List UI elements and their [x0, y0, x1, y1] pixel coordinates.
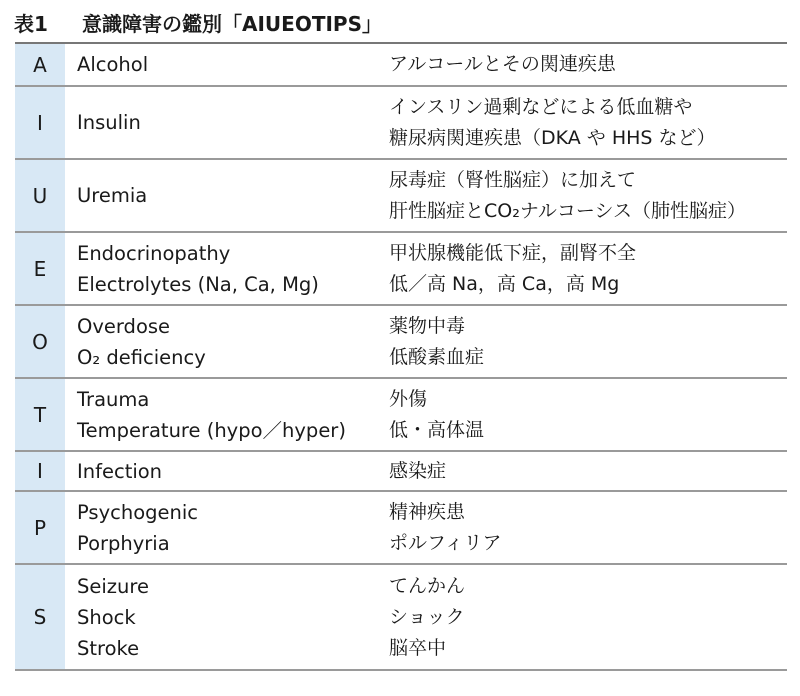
- cause-cell: [65, 159, 389, 232]
- description-text: 糖尿病関連疾患（DKA や HHS など）: [389, 126, 716, 149]
- cause-name: Temperature (hypo／hyper): [77, 418, 346, 442]
- description-cell: [389, 86, 787, 159]
- description-text: ポルフィリア: [389, 531, 502, 554]
- cause-name: Uremia: [77, 184, 148, 207]
- description-text: ショック: [389, 605, 465, 628]
- description-cell: [389, 451, 787, 491]
- description-cell: [389, 43, 787, 86]
- cause-cell: [65, 378, 389, 451]
- table-row: [15, 378, 787, 451]
- description-text: 低酸素血症: [389, 345, 485, 368]
- cause-name: Trauma: [77, 387, 150, 411]
- description-cell: [389, 491, 787, 564]
- mnemonic-letter: I: [15, 86, 65, 159]
- description-text: インスリン過剰などによる低血糖や: [389, 95, 693, 118]
- description-text: 甲状腺機能低下症，副腎不全: [389, 241, 637, 264]
- cause-name: Insulin: [77, 111, 141, 134]
- description-text: 薬物中毒: [389, 314, 466, 337]
- mnemonic-letter: A: [15, 43, 65, 86]
- cause-name: Electrolytes (Na, Ca, Mg): [77, 272, 319, 296]
- description-text: 感染症: [389, 459, 447, 482]
- mnemonic-letter: T: [15, 378, 65, 451]
- table-row: [15, 564, 787, 670]
- table-row: [15, 159, 787, 232]
- table-number: 表1: [14, 12, 48, 36]
- description-text: 低・高体温: [389, 418, 485, 441]
- description-cell: [389, 232, 787, 305]
- cause-name: O₂ deficiency: [77, 345, 206, 369]
- description-cell: [389, 378, 787, 451]
- mnemonic-letter: E: [15, 232, 65, 305]
- cause-name: Psychogenic: [77, 500, 198, 524]
- description-text: 外傷: [389, 387, 428, 410]
- cause-cell: [65, 86, 389, 159]
- cause-name: Infection: [77, 459, 163, 483]
- cause-cell: [65, 564, 389, 670]
- mnemonic-letter: S: [15, 564, 65, 670]
- table-row: [15, 43, 787, 86]
- table-caption: [14, 6, 382, 42]
- cause-cell: [65, 451, 389, 491]
- table-title: 意識障害の鑑別「AIUEOTIPS」: [82, 12, 382, 36]
- description-text: 肝性脳症とCO₂ナルコーシス（肺性脳症）: [389, 199, 746, 222]
- cause-name: Alcohol: [77, 53, 149, 76]
- description-cell: [389, 564, 787, 670]
- description-cell: [389, 305, 787, 378]
- cause-name: Shock: [77, 605, 136, 629]
- description-text: てんかん: [389, 574, 466, 597]
- cause-cell: [65, 491, 389, 564]
- cause-name: Endocrinopathy: [77, 241, 231, 265]
- mnemonic-letter: O: [15, 305, 65, 378]
- table-row: [15, 305, 787, 378]
- cause-name: Overdose: [77, 314, 171, 338]
- description-text: 低／高 Na，高 Ca，高 Mg: [389, 272, 620, 295]
- mnemonic-letter: U: [15, 159, 65, 232]
- cause-name: Porphyria: [77, 531, 170, 555]
- aiueotips-table: [15, 42, 787, 671]
- cause-name: Stroke: [77, 636, 140, 660]
- table-row: [15, 232, 787, 305]
- table-row: [15, 451, 787, 491]
- description-cell: [389, 159, 787, 232]
- table-row: [15, 86, 787, 159]
- mnemonic-letter: P: [15, 491, 65, 564]
- description-text: 精神疾患: [389, 500, 466, 523]
- cause-name: Seizure: [77, 574, 149, 598]
- description-text: 脳卒中: [389, 636, 447, 659]
- cause-cell: [65, 43, 389, 86]
- description-text: アルコールとその関連疾患: [389, 53, 616, 75]
- cause-cell: [65, 305, 389, 378]
- mnemonic-letter: I: [15, 451, 65, 491]
- cause-cell: [65, 232, 389, 305]
- table-row: [15, 491, 787, 564]
- description-text: 尿毒症（腎性脳症）に加えて: [389, 168, 637, 191]
